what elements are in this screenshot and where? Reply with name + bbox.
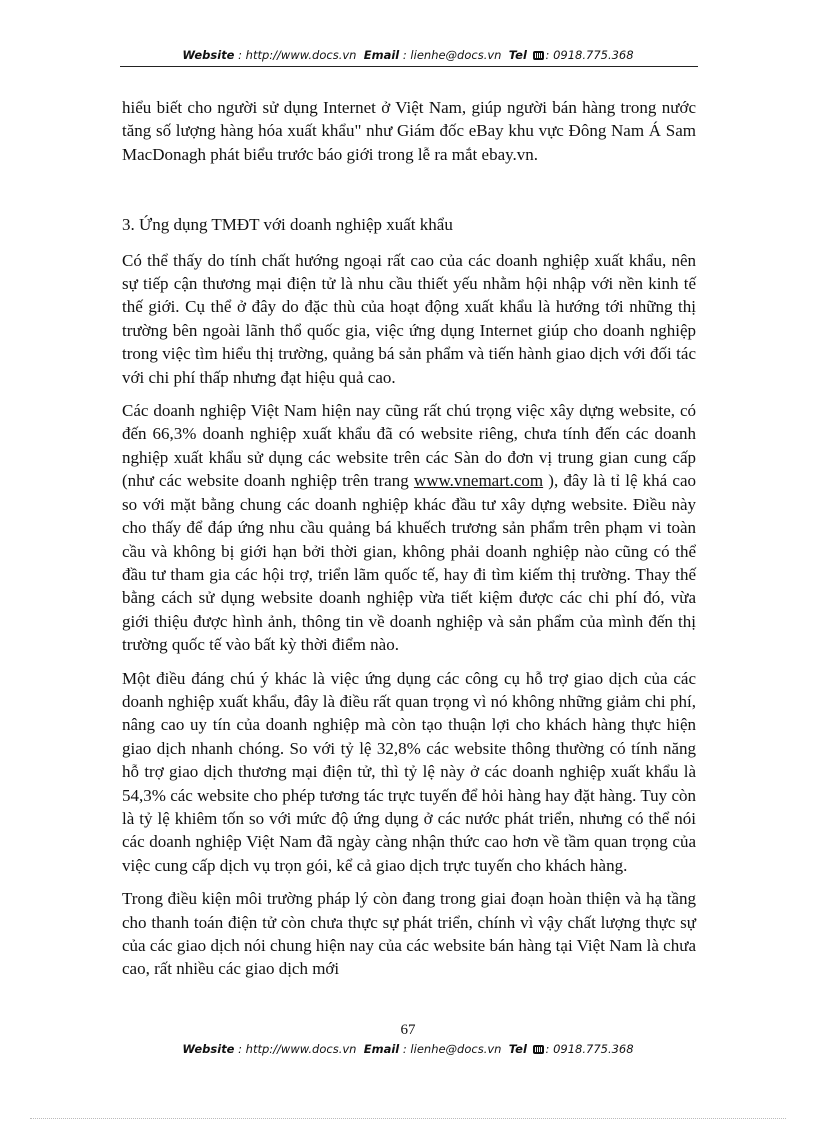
document-body <box>122 96 696 991</box>
footer-website-value: : http://www.docs.vn <box>238 1042 357 1056</box>
email-label: Email <box>363 48 400 62</box>
paragraph-3 <box>122 399 696 656</box>
footer-tel-label: Tel <box>508 1042 527 1056</box>
paragraph-5: Trong điều kiện môi trường pháp lý còn đang trong giai đoạn hoàn thiện và hạ tầng cho thanh toán điện tử còn chưa thực sự phát triển, chính vì vậy chất lượng thực sự của các giao dịch nói chung hiện nay của các website bán hàng tại Việt Nam là chưa cao, rất nhiều các giao dịch mới <box>122 889 696 979</box>
footer-website-label: Website <box>182 1042 235 1056</box>
tel-value: : 0918.775.368 <box>545 48 634 62</box>
page-number: 67 <box>400 1022 416 1038</box>
paragraph-4: Một điều đáng chú ý khác là việc ứng dụng các công cụ hỗ trợ giao dịch của các doanh nghiệp xuất khẩu, đây là điều rất quan trọng vì nó không những giảm chi phí, nâng cao uy tín của doanh nghiệp mà còn tạo thuận lợi cho khách hàng thực hiện giao dịch nhanh chóng. So với tỷ lệ 32,8% các website thông thường có tính năng hỗ trợ giao dịch thương mại điện tử, thì tỷ lệ này ở các doanh nghiệp xuất khẩu là 54,3% các website cho phép tương tác trực tuyến để hỏi hàng hay đặt hàng. Tuy còn là tỷ lệ khiêm tốn so với mức độ ứng dụng ở các nước phát triển, nhưng có thể nói các doanh nghiệp Việt Nam đã ngày càng nhận thức cao hơn về tầm quan trọng của việc cung cấp dịch vụ trọn gói, kể cả giao dịch trực tuyến cho khách hàng. <box>122 668 696 875</box>
phone-icon <box>533 51 544 60</box>
footer-email-value: : lienhe@docs.vn <box>402 1042 502 1056</box>
page-footer <box>100 1042 716 1056</box>
footer-phone-icon <box>533 1045 544 1054</box>
footer-email-label: Email <box>363 1042 400 1056</box>
vnemart-link[interactable]: www.vnemart.com <box>413 471 544 491</box>
page-bottom-border <box>30 1118 786 1119</box>
website-label: Website <box>182 48 235 62</box>
section-gap <box>122 176 696 213</box>
header-divider <box>120 66 698 67</box>
page-header <box>100 48 716 62</box>
footer-tel-value: : 0918.775.368 <box>545 1042 634 1056</box>
paragraph-3-part-1: Các doanh nghiệp Việt Nam hiện nay cũng rất chú trọng việc xây dựng website, có đến 66,3% doanh nghiệp xuất khẩu đã có website riêng, chưa tính đến các doanh nghiệp xuất khẩu sử dụng các website trên các Sàn do đơn vị trung gian cung cấp (như các website doanh nghiệp trên trang <box>122 401 696 491</box>
tel-label: Tel <box>508 48 527 62</box>
email-value: : lienhe@docs.vn <box>402 48 502 62</box>
website-value: : http://www.docs.vn <box>238 48 357 62</box>
paragraph-3-part-2: ), đây là tỉ lệ khá cao so với mặt bằng chung các doanh nghiệp khác đầu tư xây dựng website. Điều này cho thấy để đáp ứng nhu cầu quảng bá khuếch trương sản phẩm trên phạm vi toàn cầu và không bị giới hạn bởi thời gian, không phải doanh nghiệp nào cũng có thể đầu tư tham gia các hội trợ, triển lãm quốc tế, hay đi tìm kiếm thị trường. Thay thế bằng cách sử dụng website doanh nghiệp vừa tiết kiệm được các chi phí đó, vừa giới thiệu được hình ảnh, thông tin về doanh nghiệp và sản phẩm của mình đến thị trường quốc tế vào bất kỳ thời điểm nào. <box>122 471 696 655</box>
paragraph-2: Có thể thấy do tính chất hướng ngoại rất cao của các doanh nghiệp xuất khẩu, nên sự tiếp cận thương mại điện tử là nhu cầu thiết yếu nhằm hội nhập với nền kinh tế thế giới. Cụ thể ở đây do đặc thù của hoạt động xuất khẩu là hướng tới những thị trường bên ngoài lãnh thổ quốc gia, việc ứng dụng Internet giúp cho doanh nghiệp trong việc tìm hiểu thị trường, quảng bá sản phẩm và tiến hành giao dịch với đối tác với chi phí thấp nhưng đạt hiệu quả cao. <box>122 250 696 387</box>
paragraph-1: hiểu biết cho người sử dụng Internet ở Việt Nam, giúp người bán hàng trong nước tăng số lượng hàng hóa xuất khẩu" như Giám đốc eBay khu vực Đông Nam Á Sam MacDonagh phát biểu trước báo giới trong lễ ra mắt ebay.vn. <box>122 98 696 164</box>
section-heading: 3. Ứng dụng TMĐT với doanh nghiệp xuất khẩu <box>122 215 453 235</box>
